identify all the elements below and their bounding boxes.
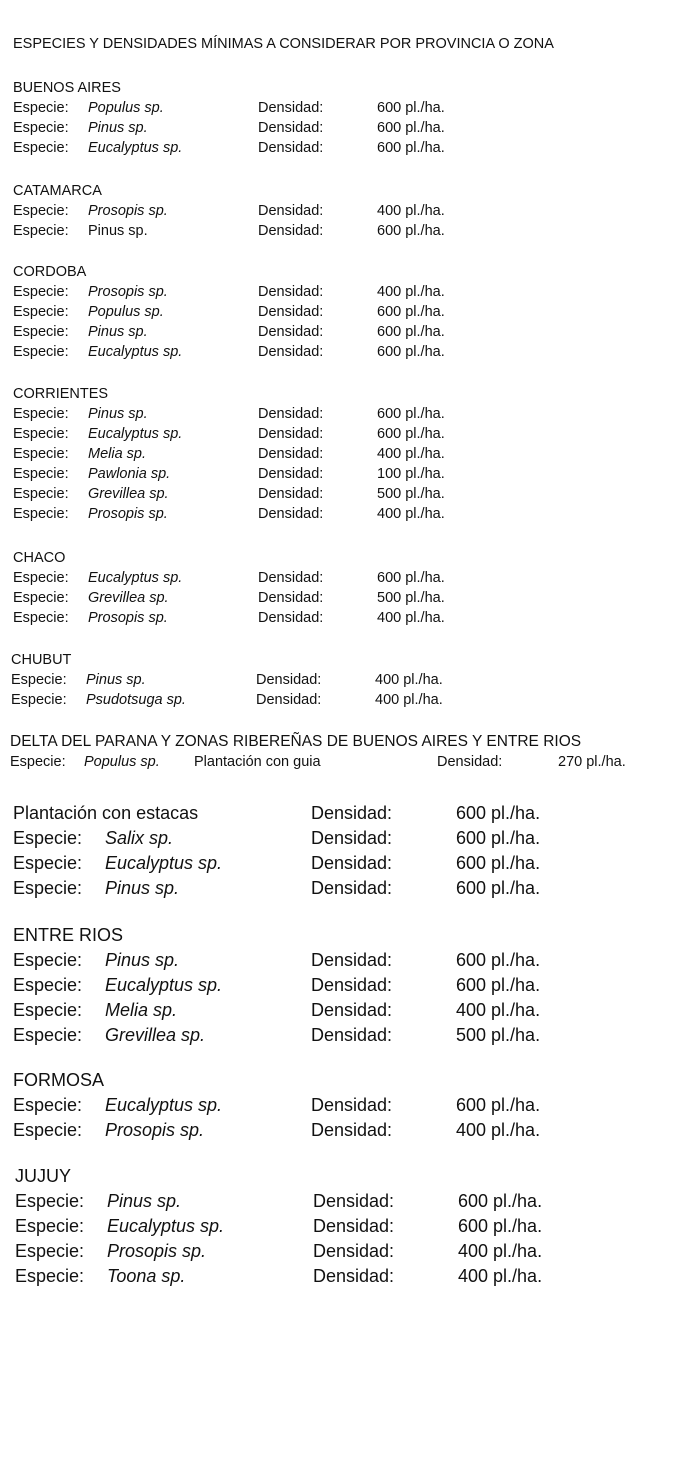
densidad-label: Densidad: [256, 672, 322, 688]
species-name: Pinus sp. [88, 324, 148, 340]
species-row [13, 282, 445, 302]
densidad-label: Densidad: [258, 223, 324, 239]
province-heading: ENTRE RIOS [13, 925, 124, 945]
province-heading: BUENOS AIRES [13, 80, 121, 96]
species-row [13, 424, 445, 444]
densidad-label: Densidad: [258, 120, 324, 136]
densidad-label: Densidad: [313, 1191, 395, 1211]
especie-label: Especie: [13, 120, 69, 136]
especie-label: Especie: [13, 466, 69, 482]
densidad-label: Densidad: [311, 853, 393, 873]
species-row [15, 1214, 543, 1239]
especie-label: Especie: [13, 223, 69, 239]
species-name: Grevillea sp. [88, 486, 169, 502]
density-value: 500 pl./ha. [456, 1025, 541, 1045]
density-value: 500 pl./ha. [377, 486, 445, 502]
especie-label: Especie: [13, 853, 83, 873]
species-name: Eucalyptus sp. [105, 1095, 223, 1115]
density-value: 400 pl./ha. [456, 1120, 541, 1140]
especie-label: Especie: [10, 754, 66, 770]
density-value: 600 pl./ha. [456, 1095, 541, 1115]
species-row [13, 484, 445, 504]
species-name: Pinus sp. [88, 223, 148, 239]
province-heading: CORRIENTES [13, 386, 109, 402]
province-section-chubut [11, 650, 443, 710]
species-row [15, 1239, 543, 1264]
especie-label: Especie: [13, 975, 83, 995]
species-name: Eucalyptus sp. [88, 140, 183, 156]
densidad-label: Densidad: [311, 1095, 393, 1115]
province-section-catamarca [13, 181, 445, 241]
species-row [13, 973, 541, 998]
species-name: Prosopis sp. [88, 506, 168, 522]
densidad-label: Densidad: [311, 828, 393, 848]
species-row [13, 138, 445, 158]
density-value: 400 pl./ha. [377, 610, 445, 626]
density-value: 500 pl./ha. [377, 590, 445, 606]
density-value: 400 pl./ha. [377, 446, 445, 462]
densidad-label: Densidad: [437, 754, 503, 770]
density-value: 600 pl./ha. [456, 975, 541, 995]
species-name: Pinus sp. [88, 406, 148, 422]
densidad-label: Densidad: [258, 486, 324, 502]
province-heading: JUJUY [15, 1166, 72, 1186]
species-name: Salix sp. [105, 828, 174, 848]
densidad-label: Densidad: [311, 1000, 393, 1020]
species-name: Eucalyptus sp. [105, 975, 223, 995]
species-row [15, 1189, 543, 1214]
densidad-label: Densidad: [258, 446, 324, 462]
species-row [11, 690, 443, 710]
densidad-label: Densidad: [311, 803, 393, 823]
density-value: 600 pl./ha. [377, 324, 445, 340]
especie-label: Especie: [13, 878, 83, 898]
density-value: 600 pl./ha. [377, 304, 445, 320]
especie-label: Especie: [13, 446, 69, 462]
density-value: 600 pl./ha. [458, 1191, 543, 1211]
density-value: 600 pl./ha. [377, 426, 445, 442]
province-section-chaco [13, 548, 445, 628]
species-row [15, 1264, 543, 1289]
densidad-label: Densidad: [311, 975, 393, 995]
especie-label: Especie: [15, 1216, 85, 1236]
density-value: 270 pl./ha. [558, 754, 626, 770]
especie-label: Especie: [13, 324, 69, 340]
province-section-entre-rios [13, 923, 541, 1048]
species-name: Eucalyptus sp. [88, 426, 183, 442]
densidad-label: Densidad: [313, 1266, 395, 1286]
density-value: 400 pl./ha. [375, 692, 443, 708]
species-row [13, 504, 445, 524]
province-heading: CORDOBA [13, 264, 87, 280]
densidad-label: Densidad: [258, 466, 324, 482]
density-value: 600 pl./ha. [377, 223, 445, 239]
species-name: Melia sp. [88, 446, 147, 462]
especie-label: Especie: [13, 406, 69, 422]
province-section-cordoba [13, 262, 445, 362]
densidad-label: Densidad: [258, 284, 324, 300]
species-name: Pinus sp. [88, 120, 148, 136]
species-name: Pinus sp. [105, 878, 180, 898]
densidad-label: Densidad: [258, 100, 324, 116]
species-row [13, 201, 445, 221]
density-value: 400 pl./ha. [377, 203, 445, 219]
densidad-label: Densidad: [313, 1216, 395, 1236]
especie-label: Especie: [15, 1266, 85, 1286]
densidad-label: Densidad: [258, 324, 324, 340]
species-name: Prosopis sp. [107, 1241, 207, 1261]
species-name: Prosopis sp. [88, 203, 168, 219]
species-name: Eucalyptus sp. [88, 344, 183, 360]
species-name: Eucalyptus sp. [88, 570, 183, 586]
especie-label: Especie: [13, 426, 69, 442]
species-name: Populus sp. [88, 304, 164, 320]
especie-label: Especie: [15, 1241, 85, 1261]
province-heading: CATAMARCA [13, 183, 102, 199]
densidad-label: Densidad: [258, 506, 324, 522]
species-row [13, 464, 445, 484]
delta-heading: DELTA DEL PARANA Y ZONAS RIBEREÑAS DE BUENOS AIRES Y ENTRE RIOS [10, 733, 582, 750]
species-name: Prosopis sp. [88, 284, 168, 300]
species-name: Prosopis sp. [88, 610, 168, 626]
species-row [13, 1023, 541, 1048]
density-value: 600 pl./ha. [456, 878, 541, 898]
species-row [13, 322, 445, 342]
densidad-label: Densidad: [311, 878, 393, 898]
species-row [13, 1118, 541, 1143]
especie-label: Especie: [13, 828, 83, 848]
especie-label: Especie: [13, 284, 69, 300]
especie-label: Especie: [11, 672, 67, 688]
species-row [13, 98, 445, 118]
especie-label: Especie: [13, 486, 69, 502]
province-section-formosa [13, 1068, 541, 1143]
especie-label: Especie: [13, 506, 69, 522]
species-name: Pinus sp. [86, 672, 146, 688]
delta-populus-row [10, 752, 626, 772]
density-value: 400 pl./ha. [375, 672, 443, 688]
province-section-jujuy [15, 1164, 543, 1289]
density-value: 600 pl./ha. [456, 950, 541, 970]
densidad-label: Densidad: [311, 950, 393, 970]
density-value: 600 pl./ha. [456, 853, 541, 873]
density-value: 600 pl./ha. [377, 140, 445, 156]
densidad-label: Densidad: [258, 344, 324, 360]
especie-label: Especie: [13, 590, 69, 606]
especie-label: Especie: [11, 692, 67, 708]
density-value: 600 pl./ha. [456, 803, 541, 823]
species-row [13, 948, 541, 973]
densidad-label: Densidad: [258, 140, 324, 156]
planting-method: Plantación con guia [194, 754, 321, 770]
species-name: Grevillea sp. [105, 1025, 206, 1045]
species-name: Melia sp. [105, 1000, 178, 1020]
densidad-label: Densidad: [258, 610, 324, 626]
especie-label: Especie: [13, 1120, 83, 1140]
density-value: 600 pl./ha. [377, 406, 445, 422]
species-row [13, 1093, 541, 1118]
density-value: 600 pl./ha. [377, 100, 445, 116]
page-title: ESPECIES Y DENSIDADES MÍNIMAS A CONSIDERAR POR PROVINCIA O ZONA [13, 36, 554, 52]
species-row [13, 404, 445, 424]
species-row [11, 670, 443, 690]
especie-label: Especie: [13, 140, 69, 156]
species-name: Toona sp. [107, 1266, 186, 1286]
especie-label: Especie: [13, 304, 69, 320]
densidad-label: Densidad: [258, 570, 324, 586]
species-row [13, 302, 445, 322]
species-name: Eucalyptus sp. [105, 853, 223, 873]
density-value: 600 pl./ha. [377, 344, 445, 360]
densidad-label: Densidad: [258, 426, 324, 442]
species-row [13, 608, 445, 628]
density-value: 600 pl./ha. [456, 828, 541, 848]
densidad-label: Densidad: [313, 1241, 395, 1261]
species-name: Eucalyptus sp. [107, 1216, 225, 1236]
especie-label: Especie: [13, 1095, 83, 1115]
densidad-label: Densidad: [311, 1025, 393, 1045]
province-heading: CHUBUT [11, 652, 72, 668]
densidad-label: Densidad: [258, 304, 324, 320]
species-name: Pawlonia sp. [88, 466, 171, 482]
species-row [13, 221, 445, 241]
densidad-label: Densidad: [311, 1120, 393, 1140]
species-name: Psudotsuga sp. [86, 692, 186, 708]
densidad-label: Densidad: [258, 406, 324, 422]
especie-label: Especie: [13, 610, 69, 626]
especie-label: Especie: [13, 570, 69, 586]
species-row [13, 998, 541, 1023]
density-value: 400 pl./ha. [458, 1241, 543, 1261]
province-heading: FORMOSA [13, 1070, 105, 1090]
densidad-label: Densidad: [256, 692, 322, 708]
density-value: 400 pl./ha. [456, 1000, 541, 1020]
density-value: 400 pl./ha. [458, 1266, 543, 1286]
species-name: Grevillea sp. [88, 590, 169, 606]
especie-label: Especie: [15, 1191, 85, 1211]
densidad-label: Densidad: [258, 203, 324, 219]
species-name: Populus sp. [88, 100, 164, 116]
species-row [13, 444, 445, 464]
density-value: 400 pl./ha. [377, 506, 445, 522]
especie-label: Especie: [13, 1000, 83, 1020]
density-value: 600 pl./ha. [377, 570, 445, 586]
species-name: Pinus sp. [105, 950, 180, 970]
province-heading: CHACO [13, 550, 66, 566]
province-section-corrientes [13, 384, 445, 524]
density-value: 100 pl./ha. [377, 466, 445, 482]
especie-label: Especie: [13, 100, 69, 116]
province-section-buenos-aires [13, 78, 445, 158]
density-value: 600 pl./ha. [377, 120, 445, 136]
delta-section [10, 732, 626, 772]
estacas-label: Plantación con estacas [13, 803, 199, 823]
species-row [13, 568, 445, 588]
species-name: Populus sp. [84, 754, 160, 770]
densidad-label: Densidad: [258, 590, 324, 606]
species-row [13, 118, 445, 138]
density-value: 600 pl./ha. [458, 1216, 543, 1236]
species-row [13, 588, 445, 608]
especie-label: Especie: [13, 344, 69, 360]
species-name: Prosopis sp. [105, 1120, 205, 1140]
species-row [13, 342, 445, 362]
especie-label: Especie: [13, 203, 69, 219]
species-name: Pinus sp. [107, 1191, 182, 1211]
especie-label: Especie: [13, 950, 83, 970]
density-value: 400 pl./ha. [377, 284, 445, 300]
especie-label: Especie: [13, 1025, 83, 1045]
